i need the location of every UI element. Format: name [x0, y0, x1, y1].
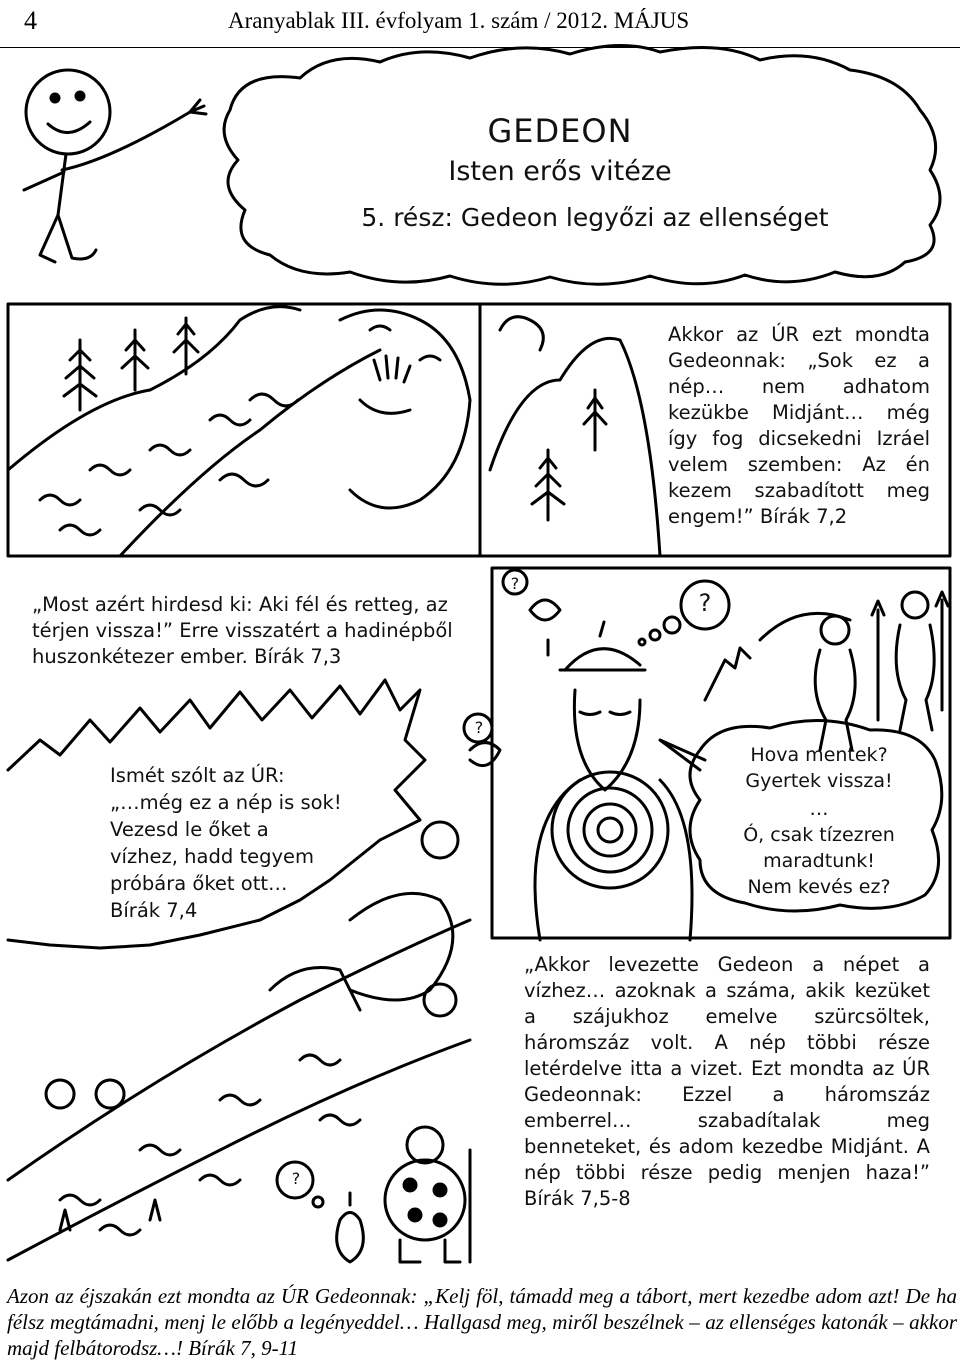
panel3-line3: Vezesd le őket a — [110, 818, 269, 841]
panel3-line4: vízhez, hadd tegyem — [110, 845, 314, 868]
panel4-caption: „Akkor levezette Gedeon a népet a vízhez… azoknak a száma, akik kezüket a szájukhoz emelve szürcsöltek, háromszáz volt. A nép többi része letérdelve itta a vizet. Ezt mondta az ÚR Gedeonnak: Ezzel a háromszáz emberrel… szabadítalak meg benneteket, és adom kezedbe Midjánt. A nép többi része pedig menjen haza!” Bírák 7,5-8 — [524, 953, 930, 1210]
panel2-bubble-line1: Hova mentek? — [750, 744, 888, 766]
panel3-line5: próbára őket ott… — [110, 872, 288, 895]
story-subtitle: Isten erős vitéze — [448, 156, 672, 187]
panel2-bubble-line5: Nem kevés ez? — [747, 876, 891, 898]
panel2-bubble-line4: maradtunk! — [763, 850, 875, 872]
panel2-caption: „Most azért hirdesd ki: Aki fél és retteg, az térjen vissza!” Erre visszatért a hadinépből huszonkétezer ember. Bírák 7,3 — [32, 593, 453, 668]
panel3-line1: Ismét szólt az ÚR: — [110, 764, 285, 787]
question-mark-bird-2: ? — [474, 718, 484, 737]
ladybug-and-bird-illustration — [277, 1127, 470, 1262]
panel2-bubble-line2: Gyertek vissza! — [745, 770, 893, 792]
panel1-mountains — [490, 317, 660, 556]
panel2-bubble-line3: Ó, csak tízezren — [743, 824, 895, 846]
story-title: GEDEON — [487, 112, 633, 150]
publication-title: Aranyablak III. évfolyam 1. szám / 2012. MÁJUS — [228, 8, 690, 33]
panel1-caption: Akkor az ÚR ezt mondta Gedeonnak: „Sok ez a nép… nem adhatom kezükbe Midjánt… még így fog dicsekedni Izráel velem szemben: Az én kezem szabadított meg engem!” Bírák 7,2 — [668, 323, 930, 528]
stick-figure-illustration — [24, 70, 206, 262]
panel3-line6: Bírák 7,4 — [110, 899, 198, 922]
question-mark-gideon: ? — [698, 589, 712, 617]
panel3-line2: „…még ez a nép is sok! — [110, 791, 342, 814]
question-mark-bird: ? — [510, 574, 520, 593]
question-mark-small-bird: ? — [291, 1169, 301, 1188]
panel2-bubble-tail — [660, 740, 705, 770]
panel2-bubble-dots: … — [809, 798, 829, 820]
footer-verse: Azon az éjszakán ezt mondta az ÚR Gedeonnak: „Kelj föl, támadd meg a tábort, mert kezedbe adom azt! De ha félsz megtámadni, menj le előbb a legényeddel… Hallgasd meg, miről beszélnek – az ellenséges katonák – akkor majd felbátorodsz…! Bírák 7, 9-11 — [7, 1284, 957, 1360]
page-number: 4 — [24, 6, 37, 35]
panel1-landscape — [8, 307, 470, 556]
episode-title: 5. rész: Gedeon legyőzi az ellenséget — [361, 203, 829, 232]
